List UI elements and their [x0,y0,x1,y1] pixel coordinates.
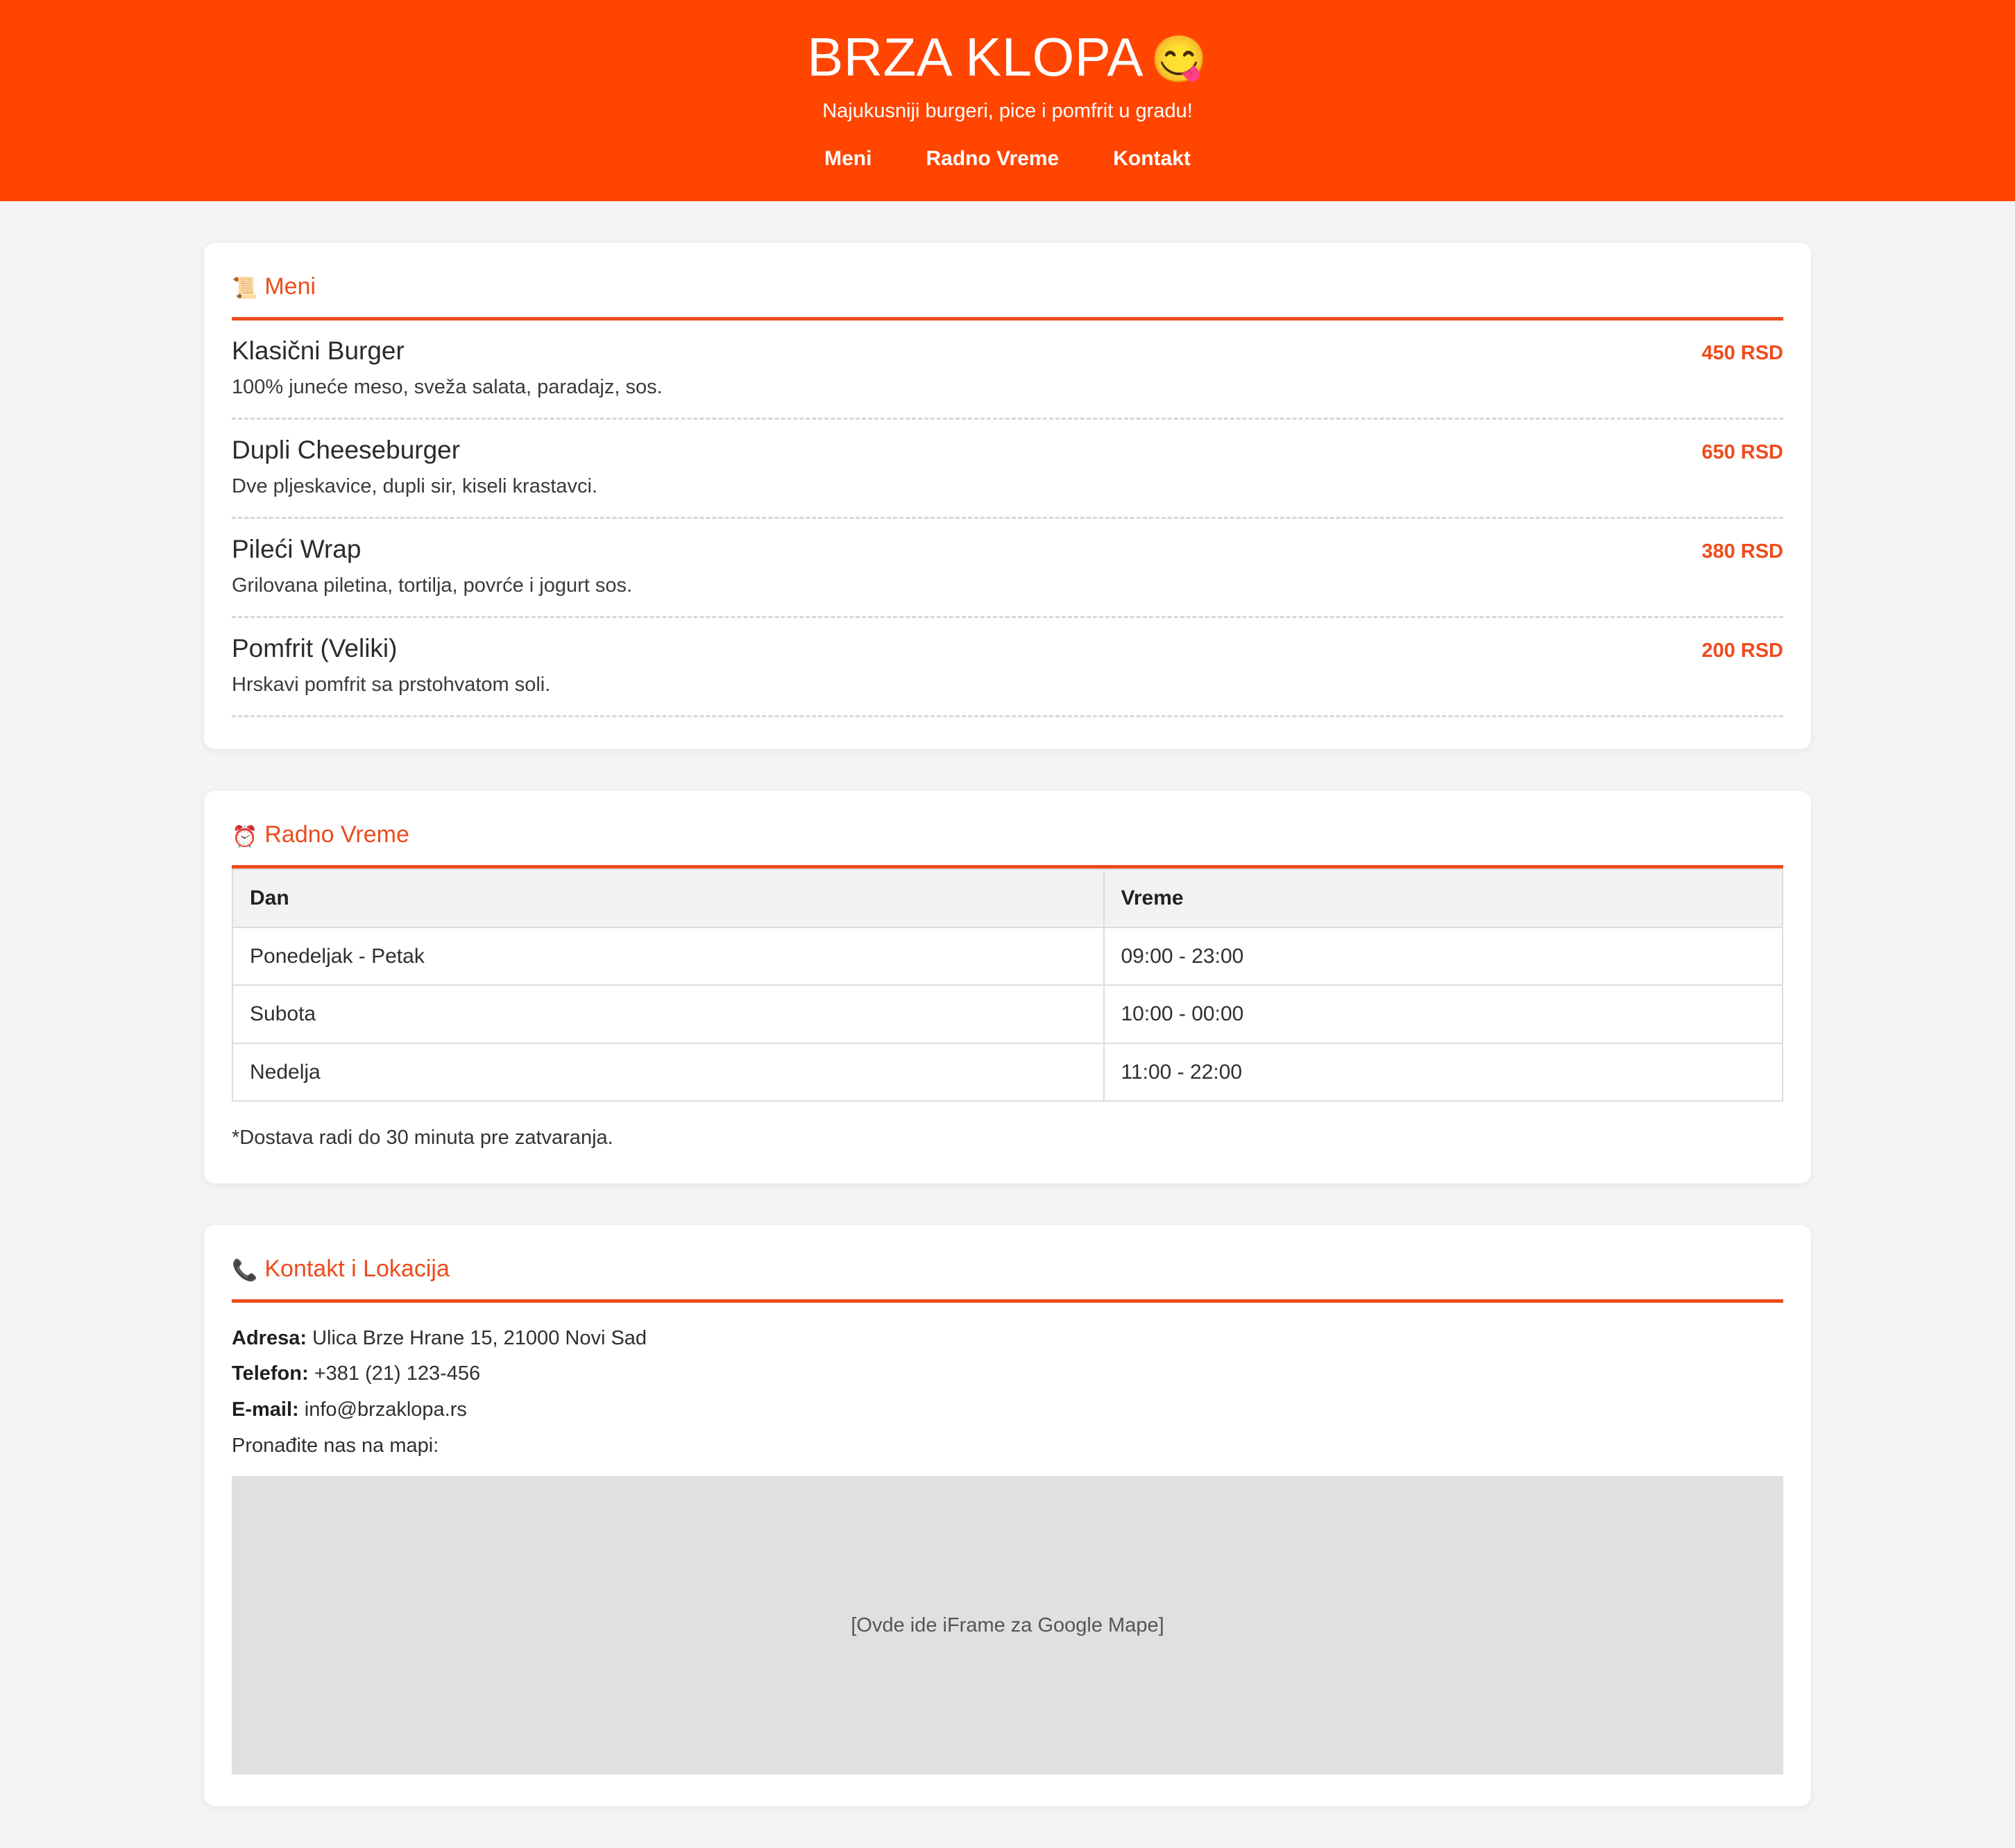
nav-link-radno-vreme[interactable]: Radno Vreme [926,146,1060,170]
menu-item-header [232,336,1783,366]
contact-section-heading [232,1254,1783,1303]
menu-item-name: Dupli Cheeseburger [232,435,461,464]
site-header [0,0,2015,201]
cell-day: Subota [232,985,1104,1043]
menu-item-price: 650 RSD [1701,440,1783,463]
page-title [0,25,2015,89]
menu-card [204,243,1811,749]
menu-item-header [232,534,1783,565]
table-row [232,985,1783,1043]
page-content [204,243,1811,1806]
cell-time: 11:00 - 22:00 [1104,1043,1783,1102]
table-body [232,927,1783,1102]
menu-item-header [232,435,1783,465]
working-hours-table [232,869,1783,1102]
table-header-row [232,869,1783,927]
menu-section-heading [232,272,1783,320]
table-head [232,869,1783,927]
site-tagline: Najukusniji burgeri, pice i pomfrit u gradu! [822,100,1193,123]
map-placeholder-text: [Ovde ide iFrame za Google Mape] [851,1614,1164,1636]
menu-item-header [232,633,1783,664]
scroll-icon: 📜 [232,277,258,300]
list-item [232,519,1783,618]
address-value: Ulica Brze Hrane 15, 21000 Novi Sad [312,1326,647,1349]
contact-section-heading-label: Kontakt i Lokacija [264,1255,450,1282]
email-value: info@brzaklopa.rs [304,1398,467,1421]
menu-section-heading-label: Meni [264,273,316,300]
menu-item-description: Dve pljeskavice, dupli sir, kiseli krastavci. [232,475,598,498]
address-label: Adresa: [232,1326,307,1349]
menu-item-name: Klasični Burger [232,336,405,365]
menu-item-name: Pomfrit (Veliki) [232,633,398,662]
cell-day: Nedelja [232,1043,1104,1102]
menu-item-price: 380 RSD [1701,540,1783,563]
cell-time: 10:00 - 00:00 [1104,985,1783,1043]
list-item [232,320,1783,420]
map-embed-placeholder[interactable] [232,1476,1783,1774]
contact-address-line [232,1321,1783,1357]
phone-value: +381 (21) 123-456 [314,1362,481,1385]
page-title-text: BRZA KLOPA [807,26,1144,87]
hours-section-heading-label: Radno Vreme [264,821,409,848]
main-navigation [0,147,2015,171]
nav-link-meni[interactable]: Meni [824,146,872,170]
alarm-clock-icon: ⏰ [232,825,258,848]
table-row [232,1043,1783,1102]
telephone-receiver-icon: 📞 [232,1259,258,1283]
face-savoring-food-icon: 😋 [1150,33,1208,85]
contact-email-line [232,1392,1783,1428]
phone-label: Telefon: [232,1362,309,1385]
menu-item-description: Hrskavi pomfrit sa prstohvatom soli. [232,674,551,696]
delivery-note: *Dostava radi do 30 minuta pre zatvaranja. [232,1127,613,1149]
menu-item-price: 450 RSD [1701,341,1783,364]
contact-card [204,1225,1811,1806]
hours-card [204,791,1811,1183]
map-intro-text: Pronađite nas na mapi: [232,1434,439,1457]
contact-phone-line [232,1356,1783,1392]
column-header-time: Vreme [1104,869,1783,927]
list-item [232,420,1783,519]
table-row [232,927,1783,986]
menu-item-description: Grilovana piletina, tortilja, povrće i jogurt sos. [232,574,633,597]
menu-item-list [232,320,1783,717]
cell-time: 09:00 - 23:00 [1104,927,1783,986]
hours-section-heading [232,820,1783,869]
contact-details [232,1321,1783,1464]
nav-link-kontakt[interactable]: Kontakt [1113,146,1191,170]
menu-item-price: 200 RSD [1701,639,1783,662]
column-header-day: Dan [232,869,1104,927]
email-label: E-mail: [232,1398,299,1421]
menu-item-description: 100% juneće meso, sveža salata, paradajz, sos. [232,376,663,399]
menu-item-name: Pileći Wrap [232,534,362,563]
list-item [232,618,1783,717]
cell-day: Ponedeljak - Petak [232,927,1104,986]
